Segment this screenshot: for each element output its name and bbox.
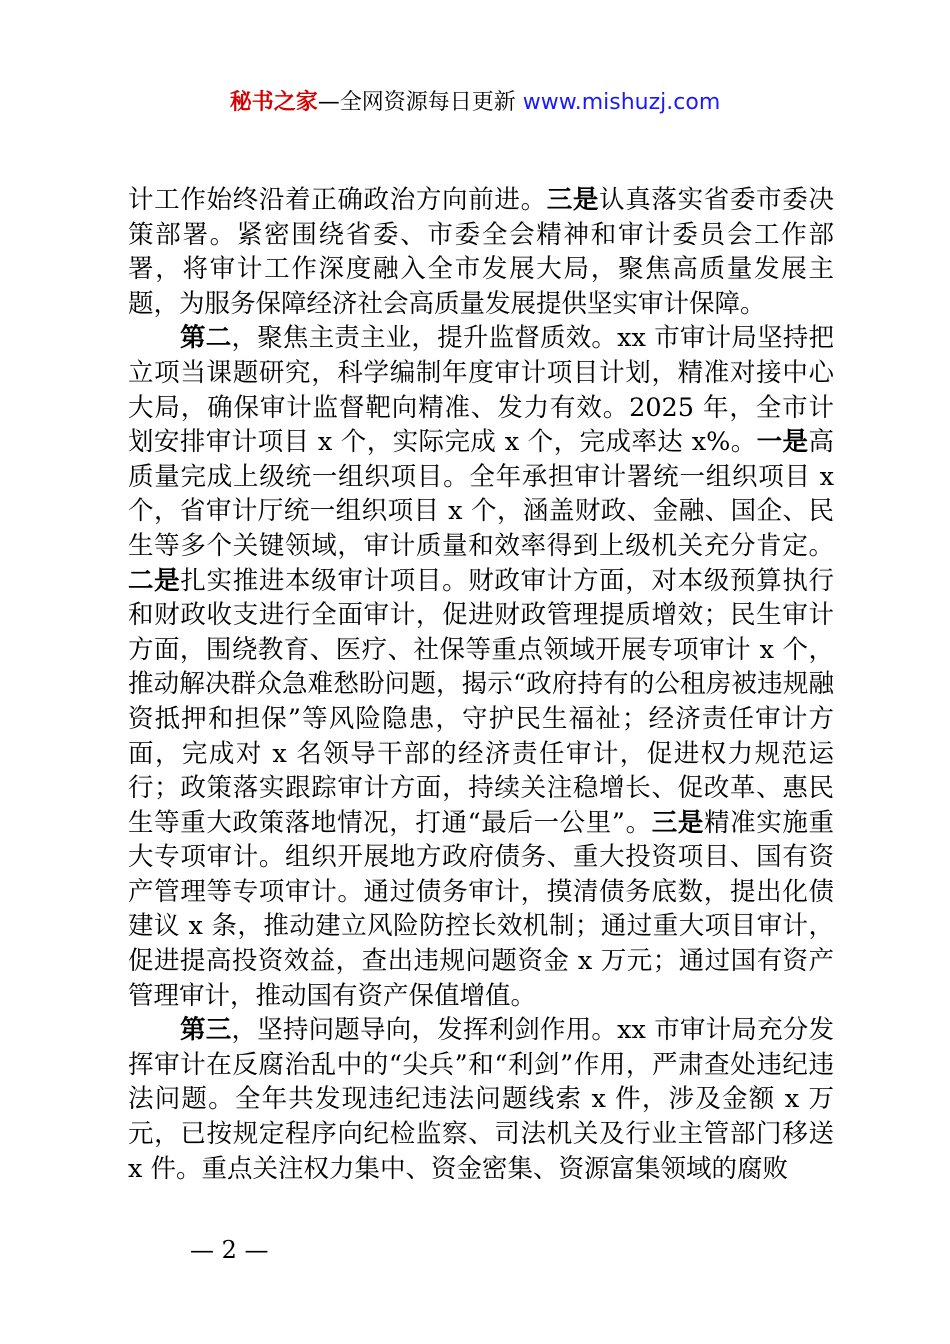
text: ，聚焦主责主业，提升监督质效。xx 市审计局坚持把立项当课题研究，科学编制年度审计项目计划，精准对接中心大局，确保审计监督靶向精准、发力有效。2025 年，全市计划安排审计项目 x 个，实际完成 x 个，完成率达 x%。 xyxy=(128,323,834,458)
page-number: — 2 — xyxy=(190,1236,269,1264)
bold-lead: 三是 xyxy=(546,185,600,215)
bold-lead: 一是 xyxy=(756,427,809,458)
bold-lead: 三是 xyxy=(651,807,704,838)
header-tagline: —全网资源每日更新 xyxy=(317,90,516,115)
header-url[interactable]: www.mishuzj.com xyxy=(522,90,721,115)
header-brand: 秘书之家 xyxy=(229,90,318,115)
document-body xyxy=(128,183,834,1186)
site-header xyxy=(0,88,950,118)
text: 认真落实省委市委决策部署。紧密围绕省委、市委全会精神和审计委员会工作部署，将审计工作深度融入全市发展大局，聚焦高质量发展主题，为服务保障经济社会高质量发展提供坚实审计保障。 xyxy=(128,185,834,319)
section-lead: 第二 xyxy=(180,323,232,354)
text: 高质量完成上级统一组织项目。全年承担审计署统一组织项目 x 个，省审计厅统一组织项目 x 个，涵盖财政、金融、国企、民生等多个关键领域，审计质量和效率得到上级机关充分肯定。 xyxy=(128,427,834,561)
section-lead: 第三 xyxy=(180,1015,232,1046)
text: 计工作始终沿着正确政治方向前进。 xyxy=(128,185,547,215)
text: 精准实施重大专项审计。组织开展地方政府债务、重大投资项目、国有资产管理等专项审计。通过债务审计，摸清债务底数，提出化债建议 x 条，推动建立风险防控长效机制；通过重大项目审计，促进提高投资效益，查出违规问题资金 x 万元；通过国有资产管理审计，推动国有资产保值增值。 xyxy=(128,807,834,1011)
text: 扎实推进本级审计项目。财政审计方面，对本级预算执行和财政收支进行全面审计，促进财政管理提质增效；民生审计方面，围绕教育、医疗、社保等重点领域开展专项审计 x 个，推动解决群众急难愁盼问题，揭示“政府持有的公租房被违规融资抵押和担保”等风险隐患，守护民生福祉；经济责任审计方面，完成对 x 名领导干部的经济责任审计，促进权力规范运行；政策落实跟踪审计方面，持续关注稳增长、促改革、惠民生等重大政策落地情况，打通“最后一公里”。 xyxy=(128,565,834,838)
paragraph-3 xyxy=(128,1013,834,1186)
paragraph-2 xyxy=(128,321,834,1013)
bold-lead: 二是 xyxy=(128,565,181,596)
text: ，坚持问题导向，发挥利剑作用。xx 市审计局充分发挥审计在反腐治乱中的“尖兵”和“利剑”作用，严肃查处违纪违法问题。全年共发现违纪违法问题线索 x 件，涉及金额 x 万元，已按规定程序向纪检监察、司法机关及行业主管部门移送 x 件。重点关注权力集中、资金密集、资源富集领域的腐败 xyxy=(128,1015,834,1184)
paragraph-1 xyxy=(128,183,834,321)
